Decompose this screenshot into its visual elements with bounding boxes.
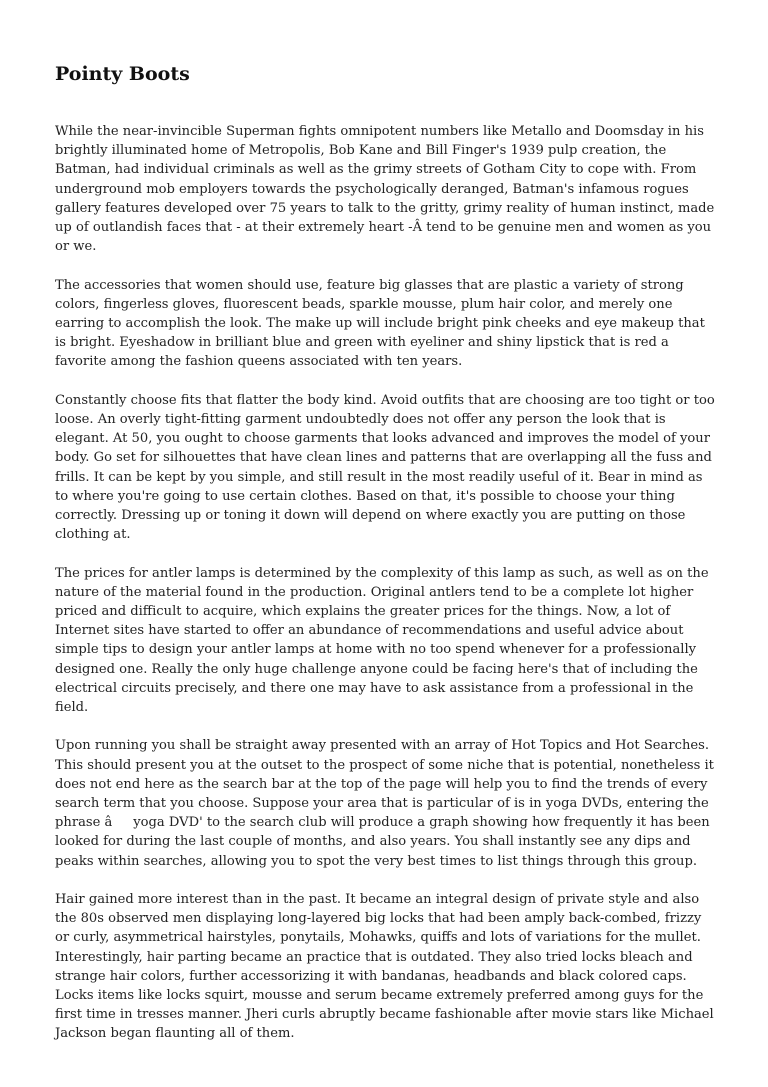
paragraph-accessories: The accessories that women should use, feature big glasses that are plastic a variety of strong colors, fingerless gloves, fluorescent beads, sparkle mousse, plum hair color, and merely one earring to accomplish the look. The make up will include bright pink cheeks and eye makeup that is bright. Eyeshadow in brilliant blue and green with eyeliner and shiny lipstick that is red a favorite among the fashion queens associated with ten years.: [55, 277, 705, 370]
paragraph-superman-batman: While the near-invincible Superman fights omnipotent numbers like Metallo and Doomsday in his brightly illuminated home of Metropolis, Bob Kane and Bill Finger's 1939 pulp creation, the Batman, had individual criminals as well as the grimy streets of Gotham City to cope with. From underground mob employers towards the psychologically deranged, Batman's infamous rogues gallery features developed over 75 years to talk to the gritty, grimy reality of human instinct, made up of outlandish faces that - at their extremely heart -Â tend to be genuine men and women as you or we.: [55, 124, 715, 255]
paragraph-hot-searches: Upon running you shall be straight away presented with an array of Hot Topics and Hot Searches. This should present you at the outset to the prospect of some niche that is potential, nonetheless it does not end here as the search bar at the top of the page will help you to find the trends of every search term that you choose. Suppose your area that is particular of is in yoga DVDs, entering the phrase âyoga DVD' to the search club will produce a graph showing how frequently it has been looked for during the last couple of months, and also years. You shall instantly see any dips and peaks within searches, allowing you to spot the very best times to list things through this group.: [55, 738, 714, 869]
paragraph-80s-hair: Hair gained more interest than in the past. It became an integral design of private style and also the 80s observed men displaying long-layered big locks that had been amply back-combed, frizzy or curly, asymmetrical hairstyles, ponytails, Mohawks, quiffs and lots of variations for the mullet. Interestingly, hair parting became an practice that is outdated. They also tried locks bleach and strange hair colors, further accessorizing it with bandanas, headbands and black colored caps. Locks items like locks squirt, mousse and serum became extremely preferred among guys for the first time in tresses manner. Jheri curls abruptly became fashionable after movie stars like Michael Jackson began flaunting all of them.: [55, 892, 714, 1042]
paragraph-body-fits: Constantly choose fits that flatter the body kind. Avoid outfits that are choosing are too tight or too loose. An overly tight-fitting garment undoubtedly does not offer any person the look that is elegant. At 50, you ought to choose garments that looks advanced and improves the model of your body. Go set for silhouettes that have clean lines and patterns that are overlapping all the fuss and frills. It can be kept by you simple, and still result in the most readily useful of it. Bear in mind as to where you're going to use certain clothes. Based on that, it's possible to choose your thing correctly. Dressing up or toning it down will depend on where exactly you are putting on those clothing at.: [55, 392, 715, 543]
paragraph-antler-lamps: The prices for antler lamps is determined by the complexity of this lamp as such, as well as on the nature of the material found in the production. Original antlers tend to be a complete lot higher priced and difficult to acquire, which explains the greater prices for the things. Now, a lot of Internet sites have started to offer an abundance of recommendations and useful advice about simple tips to design your antler lamps at home with no too spend whenever for a professionally designed one. Really the only huge challenge anyone could be facing here's that of including the electrical circuits precisely, and there one may have to ask assistance from a professional in the field.: [55, 565, 709, 716]
document-title: Pointy Boots: [55, 63, 190, 85]
document-body: [55, 122, 717, 1063]
